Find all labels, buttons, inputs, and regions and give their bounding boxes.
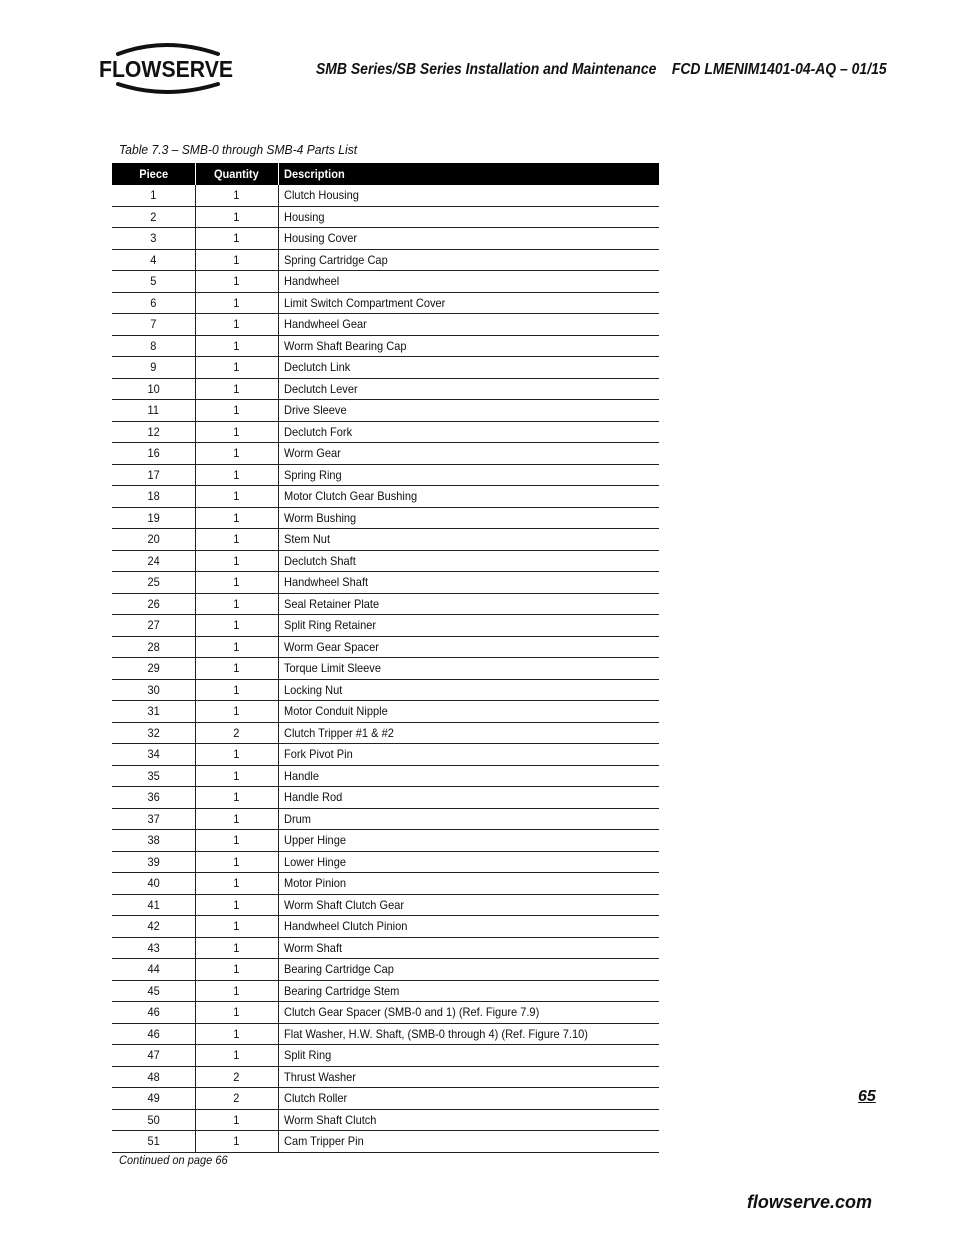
cell-description: Declutch Lever (278, 378, 659, 400)
table-row (112, 314, 659, 336)
cell-piece: 47 (112, 1045, 195, 1067)
cell-quantity: 1 (195, 249, 278, 271)
document-header-title: SMB Series/SB Series Installation and Maintenance FCD LMENIM1401-04-AQ – 01/15 (316, 61, 887, 78)
cell-description: Stem Nut (278, 529, 659, 551)
cell-piece: 10 (112, 378, 195, 400)
cell-description: Worm Shaft (278, 937, 659, 959)
cell-quantity: 1 (195, 615, 278, 637)
cell-quantity: 1 (195, 851, 278, 873)
cell-quantity: 1 (195, 916, 278, 938)
cell-quantity: 1 (195, 679, 278, 701)
cell-description: Motor Clutch Gear Bushing (278, 486, 659, 508)
cell-piece: 39 (112, 851, 195, 873)
cell-description: Handwheel Gear (278, 314, 659, 336)
cell-piece: 44 (112, 959, 195, 981)
cell-piece: 48 (112, 1066, 195, 1088)
flowserve-logo-icon (96, 40, 236, 96)
cell-description: Worm Shaft Clutch Gear (278, 894, 659, 916)
cell-piece: 38 (112, 830, 195, 852)
cell-quantity: 1 (195, 1131, 278, 1153)
cell-description: Thrust Washer (278, 1066, 659, 1088)
cell-description: Clutch Housing (278, 185, 659, 206)
cell-description: Bearing Cartridge Stem (278, 980, 659, 1002)
table-row (112, 1109, 659, 1131)
cell-piece: 40 (112, 873, 195, 895)
cell-description: Bearing Cartridge Cap (278, 959, 659, 981)
cell-piece: 25 (112, 572, 195, 594)
table-row (112, 378, 659, 400)
cell-quantity: 1 (195, 335, 278, 357)
cell-quantity: 2 (195, 722, 278, 744)
cell-quantity: 1 (195, 937, 278, 959)
table-row (112, 335, 659, 357)
cell-piece: 35 (112, 765, 195, 787)
cell-description: Worm Shaft Clutch (278, 1109, 659, 1131)
cell-quantity: 1 (195, 1045, 278, 1067)
cell-description: Spring Ring (278, 464, 659, 486)
cell-quantity: 1 (195, 808, 278, 830)
cell-quantity: 1 (195, 206, 278, 228)
table-row (112, 873, 659, 895)
cell-description: Clutch Gear Spacer (SMB-0 and 1) (Ref. Figure 7.9) (278, 1002, 659, 1024)
cell-quantity: 1 (195, 507, 278, 529)
cell-quantity: 1 (195, 443, 278, 465)
table-row (112, 744, 659, 766)
cell-description: Spring Cartridge Cap (278, 249, 659, 271)
cell-piece: 49 (112, 1088, 195, 1110)
cell-description: Worm Shaft Bearing Cap (278, 335, 659, 357)
cell-piece: 7 (112, 314, 195, 336)
cell-piece: 26 (112, 593, 195, 615)
cell-piece: 18 (112, 486, 195, 508)
cell-quantity: 1 (195, 787, 278, 809)
cell-description: Handle Rod (278, 787, 659, 809)
table-row (112, 206, 659, 228)
cell-piece: 5 (112, 271, 195, 293)
table-row (112, 722, 659, 744)
cell-description: Motor Pinion (278, 873, 659, 895)
table-row (112, 593, 659, 615)
table-row (112, 765, 659, 787)
column-header-description: Description (278, 163, 659, 185)
cell-piece: 46 (112, 1002, 195, 1024)
cell-quantity: 1 (195, 185, 278, 206)
cell-quantity: 1 (195, 1023, 278, 1045)
cell-quantity: 1 (195, 959, 278, 981)
cell-description: Declutch Fork (278, 421, 659, 443)
cell-quantity: 1 (195, 701, 278, 723)
cell-quantity: 1 (195, 486, 278, 508)
cell-description: Motor Conduit Nipple (278, 701, 659, 723)
cell-piece: 8 (112, 335, 195, 357)
cell-piece: 16 (112, 443, 195, 465)
table-row (112, 529, 659, 551)
cell-quantity: 1 (195, 464, 278, 486)
cell-description: Fork Pivot Pin (278, 744, 659, 766)
cell-quantity: 1 (195, 1002, 278, 1024)
cell-description: Seal Retainer Plate (278, 593, 659, 615)
cell-piece: 17 (112, 464, 195, 486)
cell-quantity: 1 (195, 980, 278, 1002)
table-caption: Table 7.3 – SMB-0 through SMB-4 Parts List (119, 142, 358, 157)
table-row (112, 572, 659, 594)
cell-piece: 4 (112, 249, 195, 271)
cell-description: Handwheel (278, 271, 659, 293)
cell-quantity: 1 (195, 400, 278, 422)
cell-quantity: 1 (195, 292, 278, 314)
cell-description: Handle (278, 765, 659, 787)
cell-piece: 32 (112, 722, 195, 744)
table-row (112, 1002, 659, 1024)
cell-quantity: 1 (195, 830, 278, 852)
table-row (112, 550, 659, 572)
table-header-row (112, 163, 659, 185)
cell-description: Split Ring Retainer (278, 615, 659, 637)
cell-quantity: 1 (195, 873, 278, 895)
table-row (112, 249, 659, 271)
cell-quantity: 1 (195, 357, 278, 379)
table-row (112, 937, 659, 959)
cell-description: Handwheel Shaft (278, 572, 659, 594)
cell-quantity: 1 (195, 228, 278, 250)
cell-description: Lower Hinge (278, 851, 659, 873)
cell-piece: 9 (112, 357, 195, 379)
cell-piece: 29 (112, 658, 195, 680)
cell-description: Clutch Tripper #1 & #2 (278, 722, 659, 744)
table-row (112, 271, 659, 293)
table-row (112, 1088, 659, 1110)
cell-piece: 27 (112, 615, 195, 637)
cell-piece: 3 (112, 228, 195, 250)
table-row (112, 701, 659, 723)
cell-quantity: 1 (195, 765, 278, 787)
table-row (112, 894, 659, 916)
table-row (112, 916, 659, 938)
cell-description: Torque Limit Sleeve (278, 658, 659, 680)
cell-description: Housing (278, 206, 659, 228)
cell-piece: 12 (112, 421, 195, 443)
cell-quantity: 1 (195, 658, 278, 680)
svg-text:FLOWSERVE: FLOWSERVE (99, 56, 233, 82)
cell-description: Declutch Shaft (278, 550, 659, 572)
cell-piece: 6 (112, 292, 195, 314)
table-row (112, 1066, 659, 1088)
table-row (112, 1131, 659, 1153)
cell-quantity: 1 (195, 636, 278, 658)
column-header-quantity: Quantity (195, 163, 278, 185)
cell-piece: 30 (112, 679, 195, 701)
cell-quantity: 1 (195, 550, 278, 572)
table-row (112, 658, 659, 680)
cell-quantity: 1 (195, 744, 278, 766)
cell-quantity: 1 (195, 894, 278, 916)
cell-description: Worm Gear Spacer (278, 636, 659, 658)
cell-description: Declutch Link (278, 357, 659, 379)
table-row (112, 1045, 659, 1067)
table-row (112, 980, 659, 1002)
cell-quantity: 1 (195, 378, 278, 400)
table-row (112, 357, 659, 379)
cell-description: Drive Sleeve (278, 400, 659, 422)
cell-piece: 46 (112, 1023, 195, 1045)
cell-description: Worm Gear (278, 443, 659, 465)
parts-list-table (112, 163, 659, 1153)
cell-piece: 2 (112, 206, 195, 228)
table-row (112, 615, 659, 637)
table-row (112, 421, 659, 443)
cell-description: Locking Nut (278, 679, 659, 701)
table-row (112, 1023, 659, 1045)
cell-description: Housing Cover (278, 228, 659, 250)
cell-piece: 37 (112, 808, 195, 830)
cell-description: Cam Tripper Pin (278, 1131, 659, 1153)
cell-piece: 50 (112, 1109, 195, 1131)
table-row (112, 400, 659, 422)
cell-piece: 24 (112, 550, 195, 572)
cell-quantity: 2 (195, 1088, 278, 1110)
table-row (112, 185, 659, 206)
cell-quantity: 2 (195, 1066, 278, 1088)
cell-quantity: 1 (195, 593, 278, 615)
cell-description: Drum (278, 808, 659, 830)
table-row (112, 959, 659, 981)
cell-piece: 1 (112, 185, 195, 206)
table-row (112, 507, 659, 529)
cell-piece: 36 (112, 787, 195, 809)
cell-description: Flat Washer, H.W. Shaft, (SMB-0 through 4) (Ref. Figure 7.10) (278, 1023, 659, 1045)
cell-piece: 51 (112, 1131, 195, 1153)
cell-piece: 20 (112, 529, 195, 551)
flowserve-logo (96, 40, 236, 96)
cell-piece: 31 (112, 701, 195, 723)
cell-piece: 45 (112, 980, 195, 1002)
continued-note: Continued on page 66 (119, 1153, 228, 1167)
table-row (112, 292, 659, 314)
table-row (112, 228, 659, 250)
table-row (112, 636, 659, 658)
page-number: 65 (858, 1088, 876, 1105)
cell-quantity: 1 (195, 572, 278, 594)
cell-piece: 19 (112, 507, 195, 529)
cell-piece: 11 (112, 400, 195, 422)
cell-quantity: 1 (195, 314, 278, 336)
table-row (112, 787, 659, 809)
cell-piece: 28 (112, 636, 195, 658)
cell-description: Limit Switch Compartment Cover (278, 292, 659, 314)
parts-table-body (112, 185, 659, 1152)
cell-piece: 41 (112, 894, 195, 916)
cell-piece: 34 (112, 744, 195, 766)
cell-quantity: 1 (195, 1109, 278, 1131)
table-row (112, 464, 659, 486)
website-link[interactable]: flowserve.com (746, 1192, 872, 1212)
table-row (112, 851, 659, 873)
table-row (112, 830, 659, 852)
cell-quantity: 1 (195, 271, 278, 293)
table-row (112, 486, 659, 508)
cell-description: Split Ring (278, 1045, 659, 1067)
table-row (112, 808, 659, 830)
column-header-piece: Piece (112, 163, 195, 185)
cell-quantity: 1 (195, 421, 278, 443)
cell-description: Worm Bushing (278, 507, 659, 529)
table-row (112, 443, 659, 465)
cell-description: Handwheel Clutch Pinion (278, 916, 659, 938)
table-row (112, 679, 659, 701)
cell-quantity: 1 (195, 529, 278, 551)
cell-piece: 42 (112, 916, 195, 938)
cell-description: Clutch Roller (278, 1088, 659, 1110)
cell-description: Upper Hinge (278, 830, 659, 852)
cell-piece: 43 (112, 937, 195, 959)
